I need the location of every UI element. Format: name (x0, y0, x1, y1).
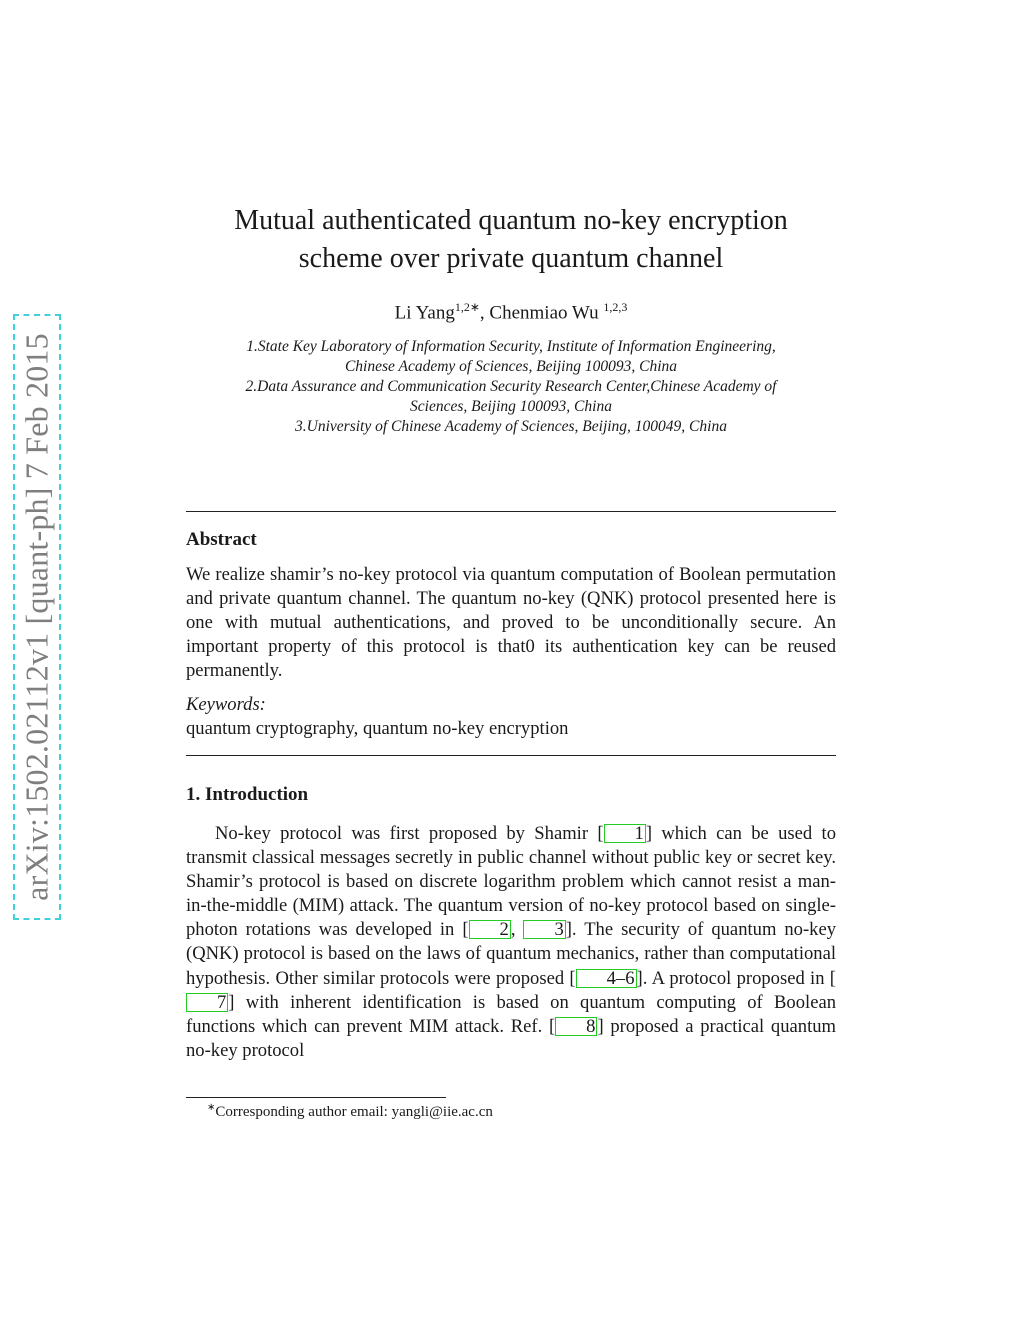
author-list (186, 300, 836, 324)
affiliation-line: 3.University of Chinese Academy of Sciences, Beijing, 100049, China (295, 418, 727, 435)
text-run: , (510, 919, 524, 941)
arxiv-identifier: arXiv:1502.02112v1 [quant-ph] 7 Feb 2015 (18, 333, 55, 901)
keywords-label: Keywords: (186, 694, 266, 715)
affiliation-line: 2.Data Assurance and Communication Security Research Center,Chinese Academy of (245, 378, 777, 395)
introduction-body (186, 822, 836, 1063)
author-affiliation-marker: 1,2∗ (454, 300, 480, 314)
abstract-heading: Abstract (186, 529, 257, 550)
citation-number: 2 (499, 919, 509, 941)
affiliations (186, 337, 836, 437)
author-separator: , (479, 302, 490, 324)
affiliation-line: 1.State Key Laboratory of Information Security, Institute of Information Engineering, (246, 338, 776, 355)
keywords-text: quantum cryptography, quantum no-key encryption (186, 718, 569, 739)
abstract-top-rule (186, 511, 836, 512)
title-line-1: Mutual authenticated quantum no-key encryption (234, 205, 788, 236)
text-run: ] proposed a practical quantum no-key protocol (186, 1015, 836, 1061)
paper-title (186, 202, 836, 278)
text-run: ]. The security of quantum no-key (QNK) protocol is based on the laws of quantum mechanics, rather than computational hypothesis. Other similar protocols were proposed [ (186, 919, 837, 989)
citation-link-3[interactable] (523, 920, 565, 939)
title-line-2: scheme over private quantum channel (298, 243, 724, 274)
citation-number: 7 (217, 991, 227, 1013)
citation-link-1[interactable] (604, 824, 646, 843)
text-run: ]. A protocol proposed in [ (636, 967, 836, 989)
citation-number: 8 (586, 1015, 596, 1037)
citation-number: 1 (634, 823, 644, 844)
footnote-rule (186, 1097, 446, 1098)
abstract-bottom-rule (186, 755, 836, 756)
text-run: ] which can be used to transmit classical messages secretly in public channel without public key or secret key. Shamir’s protocol is based on discrete logarithm problem which cannot resist a man-in-the-middle (MIM) attack. The quantum version of no-key protocol based on single-photon rotations was developed in [ (186, 823, 837, 941)
text-run: ] with inherent identification is based on quantum computing of Boolean functions which can prevent MIM attack. Ref. [ (186, 991, 836, 1037)
citation-link-8[interactable] (555, 1017, 597, 1036)
footnote-marker: ∗ (207, 1102, 216, 1113)
citation-link-2[interactable] (469, 920, 511, 939)
citation-link-4-6[interactable] (576, 969, 637, 988)
citation-number: 4–6 (606, 967, 635, 989)
author-affiliation-marker: 1,2,3 (603, 300, 628, 314)
citation-link-7[interactable] (186, 993, 228, 1012)
footnote (207, 1102, 493, 1121)
text-run: No-key protocol was first proposed by Shamir [ (215, 823, 604, 844)
introduction-heading: 1. Introduction (186, 784, 309, 805)
abstract-body: We realize shamir’s no-key protocol via quantum computation of Boolean permutation and private quantum channel. The quantum no-key (QNK) protocol presented here is one with mutual authentications, and proved to be unconditionally secure. An important property of this protocol is that0 its authentication key can be reused permanently. (186, 564, 836, 682)
arxiv-sidebar-stamp[interactable] (13, 314, 61, 920)
footnote-text: Corresponding author email: yangli@iie.ac.cn (215, 1104, 493, 1120)
affiliation-line: Chinese Academy of Sciences, Beijing 100093, China (344, 358, 678, 375)
author-name: Li Yang (394, 302, 455, 324)
citation-number: 3 (554, 919, 564, 941)
affiliation-line: Sciences, Beijing 100093, China (410, 398, 612, 415)
author-name: Chenmiao Wu (489, 302, 599, 324)
